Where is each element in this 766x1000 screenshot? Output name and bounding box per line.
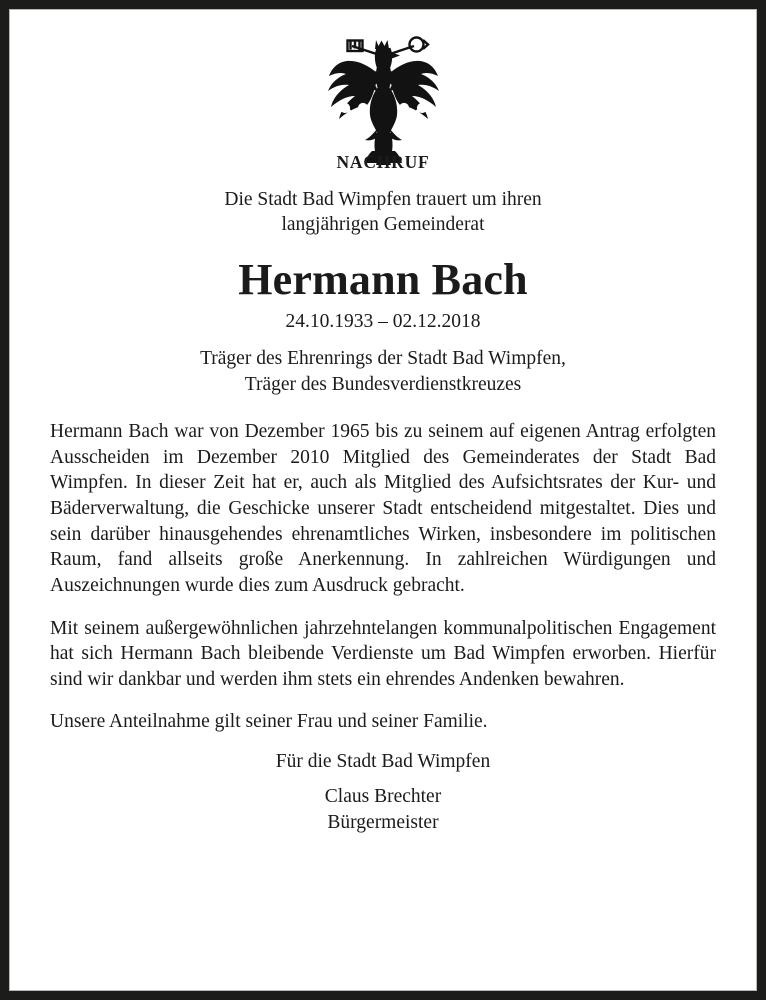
obituary-paragraph-3: Unsere Anteilnahme gilt seiner Frau und seiner Familie.	[50, 711, 488, 733]
obituary-body	[10, 397, 756, 735]
obituary-paragraph-1: Hermann Bach war von Dezember 1965 bis zu seinem auf eigenen Antrag erfolgten Ausscheiden im Dezember 2010 Mitglied des Gemeinderates der Stadt Bad Wimpfen. In dieser Zeit hat er, auch als Mitglied des Aufsichtsrates der Kur- und Bäderverwaltung, die Geschicke unserer Stadt entscheidend mitgestaltet. Dies und sein darüber hinausgehendes ehrenamtliches Wirken, insbesondere im politischen Raum, fand allseits große Anerkennung. In zahlreichen Würdigungen und Auszeichnungen wurde dies zum Ausdruck gebracht.	[50, 421, 716, 596]
deceased-honours	[50, 346, 716, 397]
notice-lede-line-2: langjährigen Gemeinderat	[281, 214, 485, 236]
deceased-honour-line-1: Träger des Ehrenrings der Stadt Bad Wimpfen,	[200, 348, 566, 370]
deceased-name: Hermann Bach	[238, 254, 528, 304]
signature-role: Bürgermeister	[327, 811, 439, 833]
imperial-eagle-icon	[324, 29, 442, 165]
crest-container	[10, 10, 756, 152]
deceased-honour-line-2: Träger des Bundesverdienstkreuzes	[244, 373, 522, 395]
signature-block	[10, 735, 756, 835]
notice-lede-line-1: Die Stadt Bad Wimpfen trauert um ihren	[224, 189, 542, 210]
signature-organisation: Für die Stadt Bad Wimpfen	[275, 751, 491, 773]
signature-name: Claus Brechter	[324, 786, 442, 808]
obituary-paragraph-2: Mit seinem außergewöhnlichen jahrzehntelangen kommunalpolitischen Engagement hat sich Hermann Bach bleibende Verdienste um Bad Wimpfen erworben. Hierfür sind wir dankbar und werden ihm stets ein ehrendes Andenken bewahren.	[50, 617, 716, 690]
notice-lede	[50, 187, 716, 238]
heading-block	[10, 152, 756, 397]
obituary-inner-frame	[9, 9, 757, 991]
notice-kicker: NACHRUF	[336, 152, 430, 172]
deceased-dates: 24.10.1933 – 02.12.2018	[285, 310, 481, 332]
